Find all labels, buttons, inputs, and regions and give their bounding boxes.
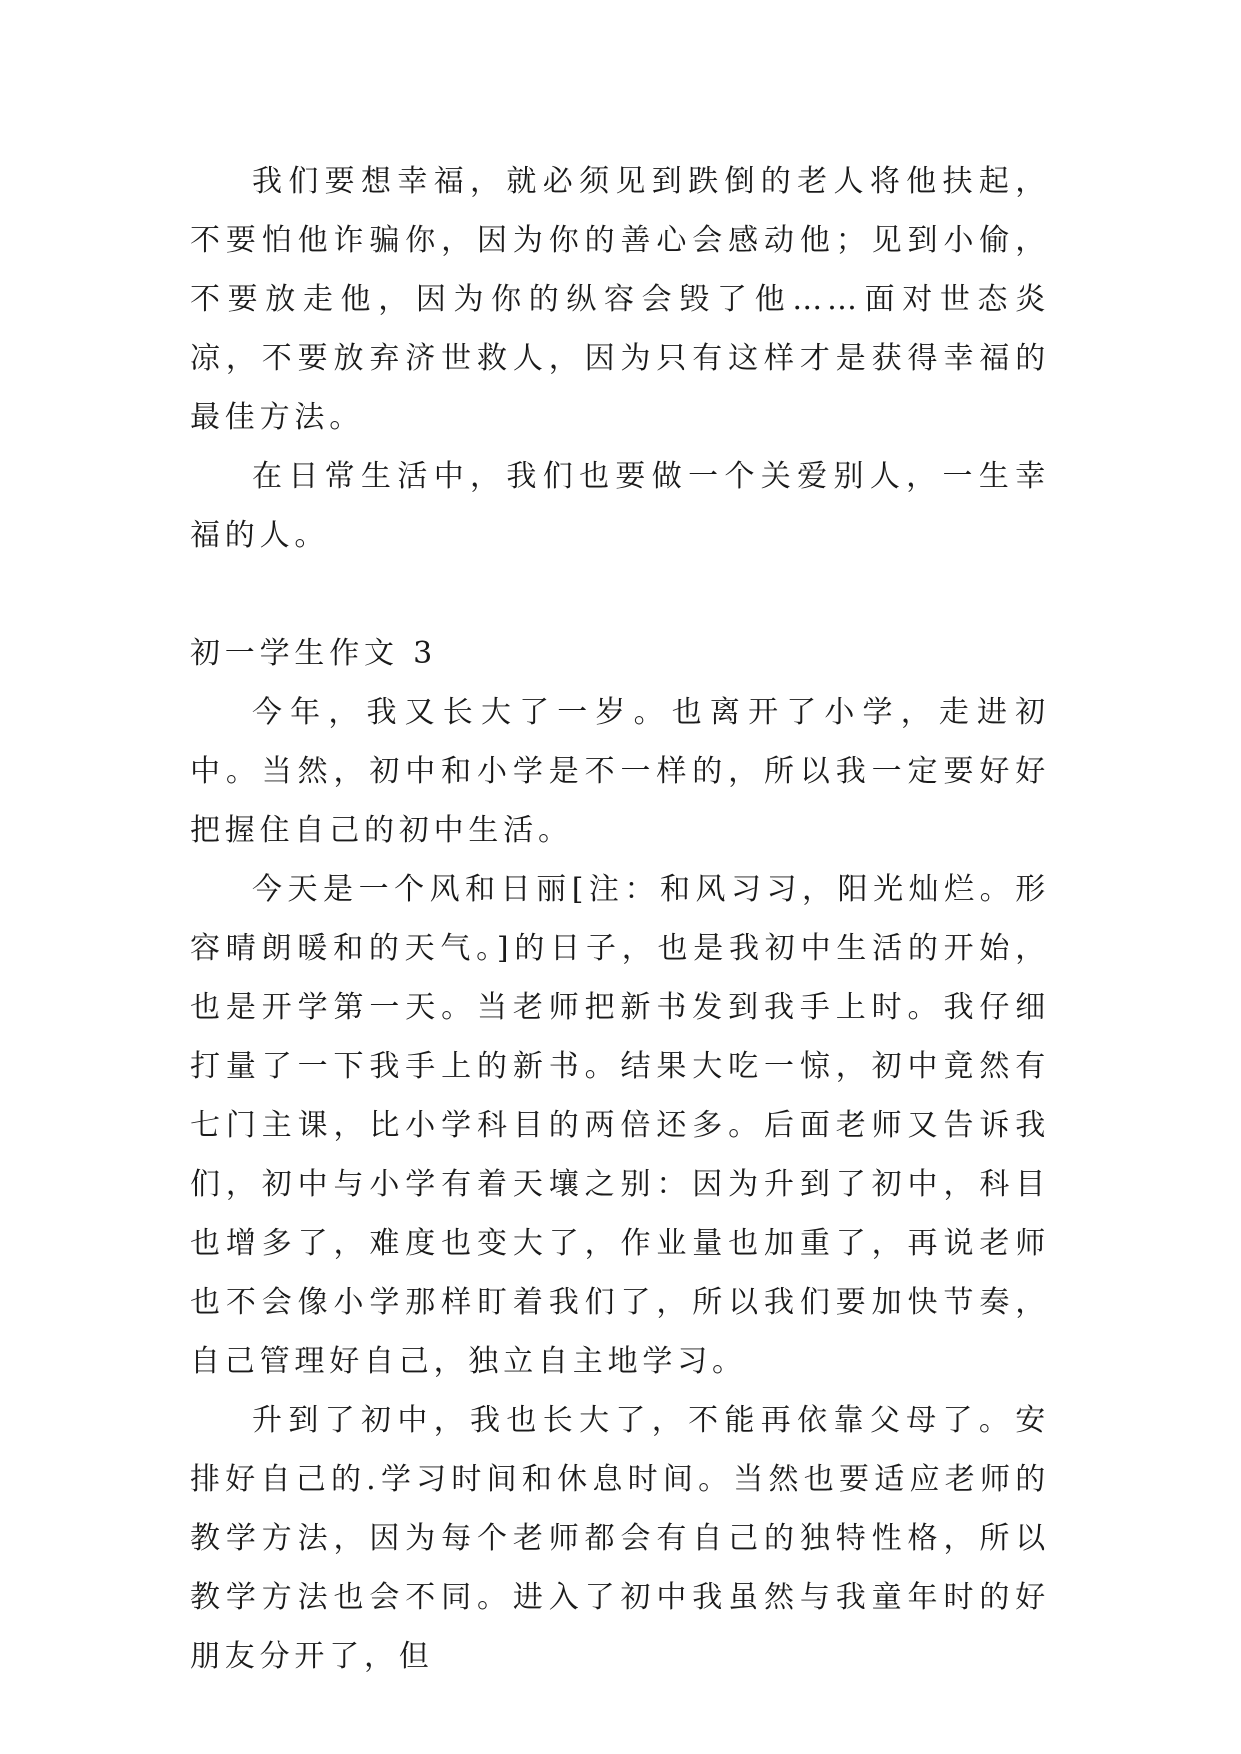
paragraph: 升到了初中，我也长大了，不能再依靠父母了。安排好自己的.学习时间和休息时间。当然也要适应老师的教学方法，因为每个老师都会有自己的独特性格，所以教学方法也会不同。进入了初中我虽然与我童年时的好朋友分开了，但 xyxy=(190,1403,1050,1674)
paragraph: 今天是一个风和日丽[注：和风习习，阳光灿烂。形容晴朗暖和的天气。]的日子，也是我初中生活的开始，也是开学第一天。当老师把新书发到我手上时。我仔细打量了一下我手上的新书。结果大吃一惊，初中竟然有七门主课，比小学科目的两倍还多。后面老师又告诉我们，初中与小学有着天壤之别：因为升到了初中，科目也增多了，难度也变大了，作业量也加重了，再说老师也不会像小学那样盯着我们了，所以我们要加快节奏，自己管理好自己，独立自主地学习。 xyxy=(190,872,1050,1379)
paragraph: 在日常生活中，我们也要做一个关爱别人，一生幸福的人。 xyxy=(190,459,1050,553)
essay-heading: 初一学生作文 3 xyxy=(190,636,438,671)
document-body xyxy=(190,152,1050,1686)
paragraph: 今年，我又长大了一岁。也离开了小学，走进初中。当然，初中和小学是不一样的，所以我一定要好好把握住自己的初中生活。 xyxy=(190,695,1050,848)
paragraph: 我们要想幸福，就必须见到跌倒的老人将他扶起，不要怕他诈骗你，因为你的善心会感动他；见到小偷，不要放走他，因为你的纵容会毁了他……面对世态炎凉，不要放弃济世救人，因为只有这样才是获得幸福的最佳方法。 xyxy=(190,164,1050,435)
